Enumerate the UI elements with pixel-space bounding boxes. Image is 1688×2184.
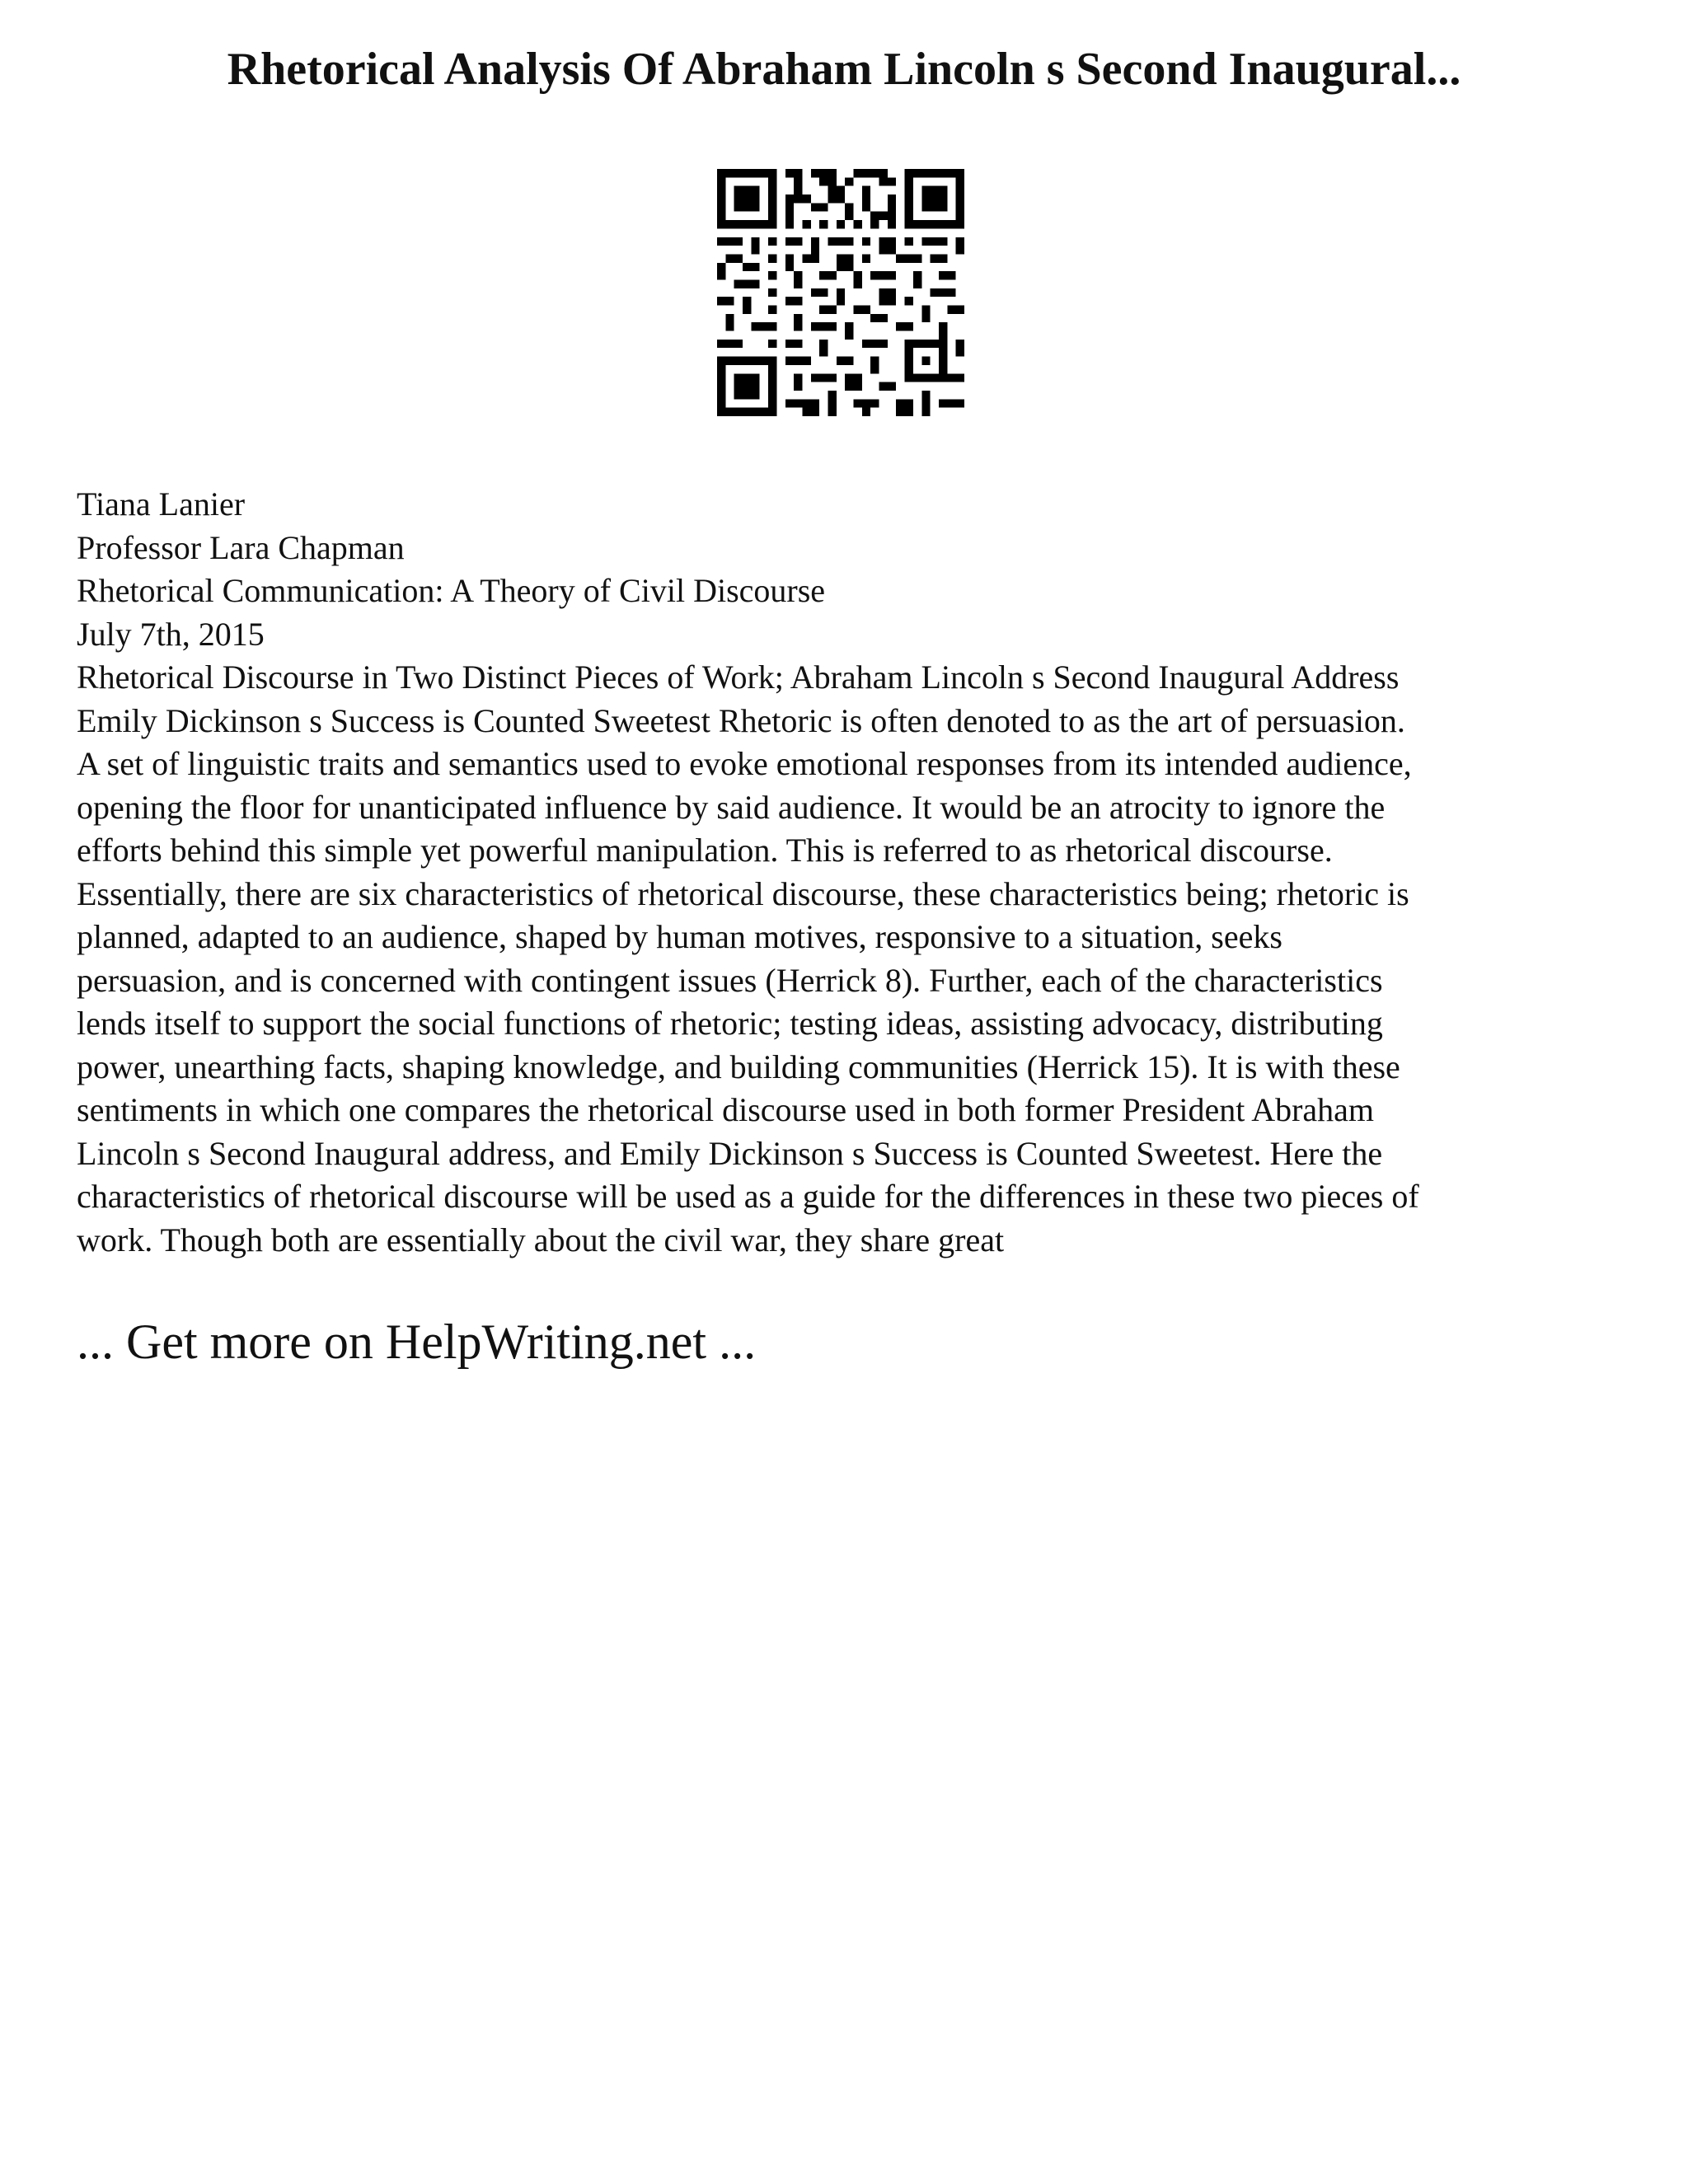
body-line: sentiments in which one compares the rhetorical discourse used in both former President Abraham	[77, 1091, 1375, 1128]
body-line: efforts behind this simple yet powerful manipulation. This is referred to as rhetorical discourse.	[77, 832, 1333, 869]
page-title: Rhetorical Analysis Of Abraham Lincoln s Second Inaugural...	[227, 44, 1461, 95]
body-line: Essentially, there are six characteristics of rhetorical discourse, these characteristics being; rhetoric is	[77, 874, 1409, 912]
get-more-link[interactable]: ... Get more on HelpWriting.net ...	[77, 1315, 757, 1369]
document-date: July 7th, 2015	[77, 615, 265, 653]
body-line: Emily Dickinson s Success is Counted Sweetest Rhetoric is often denoted to as the art of persuasion.	[77, 701, 1405, 739]
body-line: characteristics of rhetorical discourse will be used as a guide for the differences in these two pieces of	[77, 1178, 1419, 1215]
body-line: A set of linguistic traits and semantics used to evoke emotional responses from its intended audience,	[77, 745, 1412, 782]
body-line: work. Though both are essentially about the civil war, they share great	[77, 1221, 1005, 1258]
author-name: Tiana Lanier	[77, 485, 246, 523]
body-line: Lincoln s Second Inaugural address, and Emily Dickinson s Success is Counted Sweetest. Here the	[77, 1134, 1383, 1172]
document-body	[77, 483, 1626, 1262]
body-line: power, unearthing facts, shaping knowledge, and building communities (Herrick 15). It is with these	[77, 1047, 1400, 1085]
body-line: lends itself to support the social functions of rhetoric; testing ideas, assisting advocacy, distributing	[77, 1005, 1383, 1042]
course-name: Rhetorical Communication: A Theory of Civil Discourse	[77, 572, 826, 609]
professor-name: Professor Lara Chapman	[77, 528, 405, 566]
body-line: opening the floor for unanticipated influence by said audience. It would be an atrocity to ignore the	[77, 788, 1386, 826]
body-line: persuasion, and is concerned with contingent issues (Herrick 8). Further, each of the characteristics	[77, 961, 1383, 999]
body-line: planned, adapted to an audience, shaped by human motives, responsive to a situation, seeks	[77, 918, 1282, 955]
body-line: Rhetorical Discourse in Two Distinct Pieces of Work; Abraham Lincoln s Second Inaugural Address	[77, 658, 1400, 696]
qr-code-icon	[717, 169, 964, 416]
